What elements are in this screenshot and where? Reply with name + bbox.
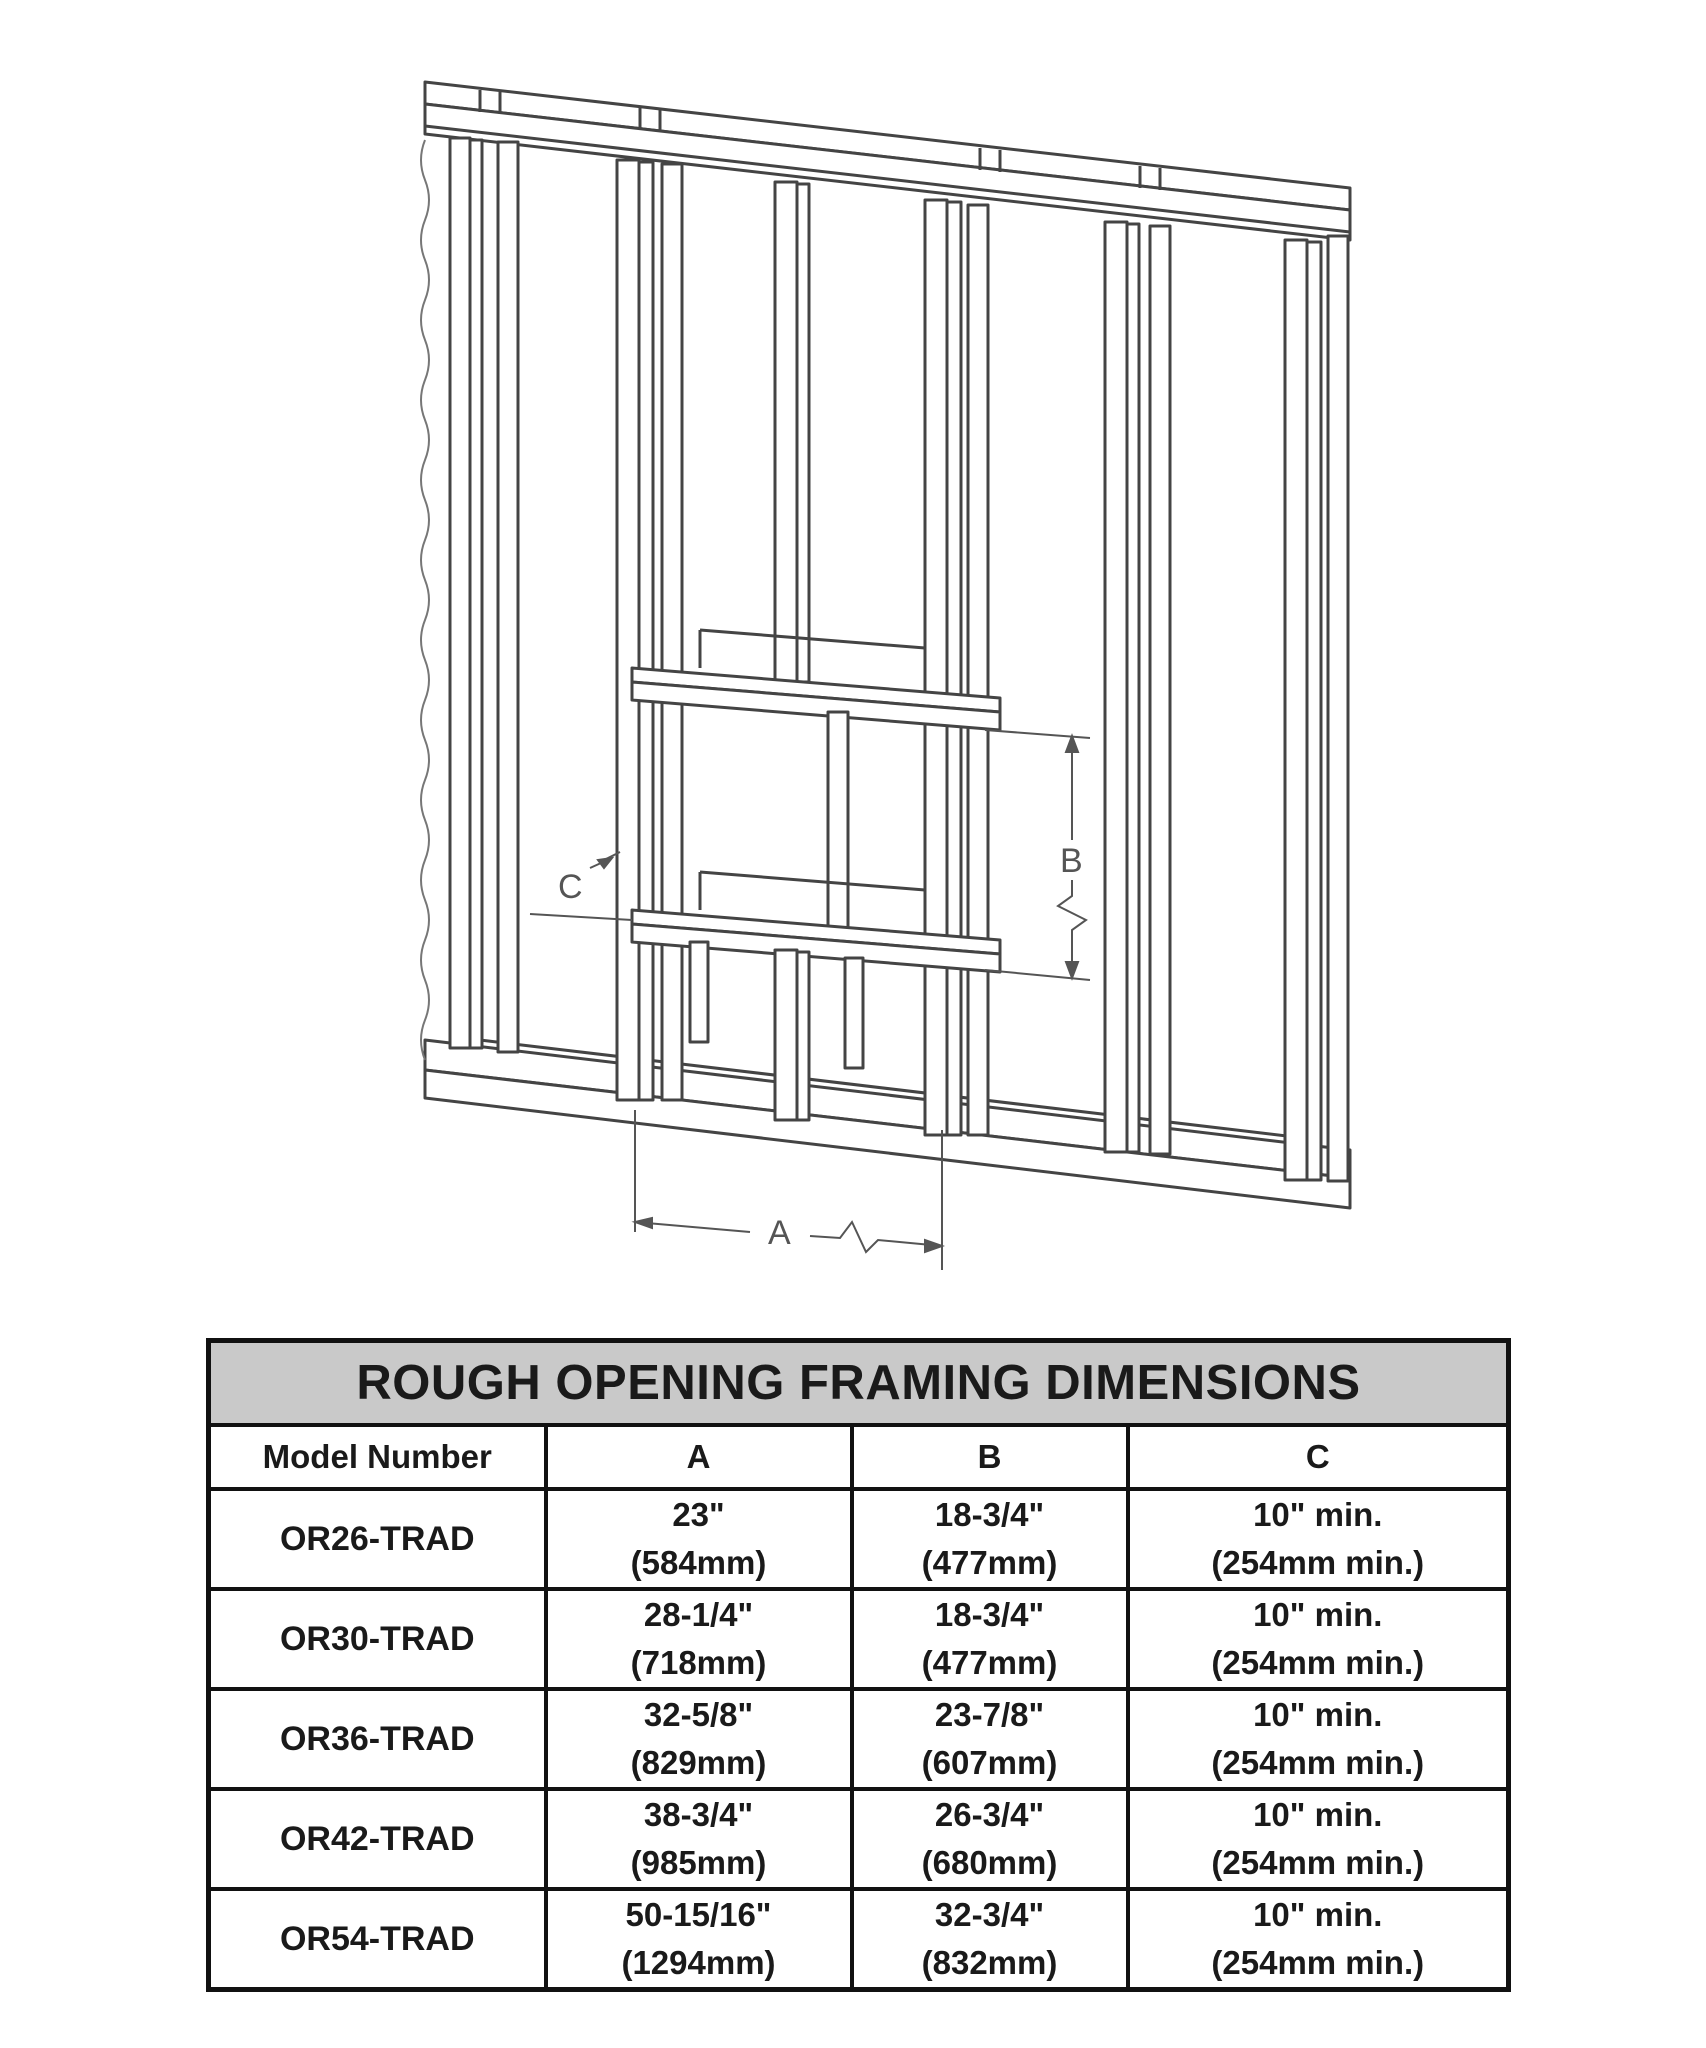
- dimension-c-cell: [1128, 1889, 1509, 1990]
- imperial-value: 38-3/4": [643, 1796, 754, 1833]
- stud-right-end: [1285, 236, 1348, 1181]
- model-number-cell: OR42-TRAD: [209, 1789, 546, 1889]
- dimension-b-cell: [852, 1889, 1128, 1990]
- table-row: [209, 1689, 1509, 1789]
- dimensions-table-container: [206, 1338, 1506, 1992]
- dimension-b-label: B: [1060, 842, 1083, 880]
- table-title-row: [209, 1341, 1509, 1426]
- dimension-b-cell: [852, 1689, 1128, 1789]
- imperial-value: 10" min.: [1253, 1896, 1383, 1933]
- dimension-b-cell: [852, 1489, 1128, 1589]
- imperial-value: 32-5/8": [643, 1696, 754, 1733]
- imperial-value: 23": [672, 1496, 725, 1533]
- metric-value: (985mm): [630, 1844, 767, 1881]
- column-header-a: A: [546, 1425, 852, 1489]
- stud-right-1: [1105, 222, 1170, 1154]
- table-header-row: [209, 1425, 1509, 1489]
- model-number-cell: OR54-TRAD: [209, 1889, 546, 1990]
- table-title: ROUGH OPENING FRAMING DIMENSIONS: [209, 1341, 1509, 1426]
- dimension-a-cell: [546, 1689, 852, 1789]
- metric-value: (680mm): [921, 1844, 1058, 1881]
- table-row: [209, 1589, 1509, 1689]
- dimension-a-label: A: [768, 1214, 791, 1252]
- metric-value: (584mm): [630, 1544, 767, 1581]
- dimension-a-cell: [546, 1489, 852, 1589]
- imperial-value: 50-15/16": [625, 1896, 772, 1933]
- metric-value: (829mm): [630, 1744, 767, 1781]
- metric-value: (477mm): [921, 1644, 1058, 1681]
- metric-value: (607mm): [921, 1744, 1058, 1781]
- metric-value: (1294mm): [621, 1944, 776, 1981]
- stud-left: [450, 138, 518, 1052]
- metric-value: (718mm): [630, 1644, 767, 1681]
- column-header-b: B: [852, 1425, 1128, 1489]
- stud-opening-left: [617, 160, 682, 1100]
- dimension-c-cell: [1128, 1789, 1509, 1889]
- dimension-b-cell: [852, 1789, 1128, 1889]
- dimension-a-cell: [546, 1889, 852, 1990]
- dimension-a-cell: [546, 1789, 852, 1889]
- imperial-value: 28-1/4": [643, 1596, 754, 1633]
- metric-value: (254mm min.): [1211, 1544, 1425, 1581]
- break-line-left: [421, 140, 429, 1060]
- metric-value: (254mm min.): [1211, 1744, 1425, 1781]
- model-number-cell: OR26-TRAD: [209, 1489, 546, 1589]
- metric-value: (477mm): [921, 1544, 1058, 1581]
- cripple-stud-upper: [775, 182, 809, 682]
- rough-opening-dimensions-table: [206, 1338, 1511, 1992]
- table-row: [209, 1789, 1509, 1889]
- imperial-value: 26-3/4": [934, 1796, 1045, 1833]
- stud-opening-right: [925, 200, 988, 1135]
- model-number-cell: OR36-TRAD: [209, 1689, 546, 1789]
- dimension-a-cell: [546, 1589, 852, 1689]
- column-header-c: C: [1128, 1425, 1509, 1489]
- imperial-value: 10" min.: [1253, 1496, 1383, 1533]
- imperial-value: 18-3/4": [934, 1496, 1045, 1533]
- dimension-b-cell: [852, 1589, 1128, 1689]
- imperial-value: 18-3/4": [934, 1596, 1045, 1633]
- imperial-value: 10" min.: [1253, 1596, 1383, 1633]
- dimension-c-cell: [1128, 1489, 1509, 1589]
- imperial-value: 10" min.: [1253, 1696, 1383, 1733]
- metric-value: (832mm): [921, 1944, 1058, 1981]
- top-plate: [425, 82, 1350, 240]
- metric-value: (254mm min.): [1211, 1944, 1425, 1981]
- imperial-value: 32-3/4": [934, 1896, 1045, 1933]
- dimension-c-cell: [1128, 1689, 1509, 1789]
- model-number-cell: OR30-TRAD: [209, 1589, 546, 1689]
- table-row: [209, 1889, 1509, 1990]
- dimension-c-cell: [1128, 1589, 1509, 1689]
- bottom-plate: [425, 1040, 1350, 1208]
- imperial-value: 23-7/8": [934, 1696, 1045, 1733]
- metric-value: (254mm min.): [1211, 1844, 1425, 1881]
- column-header-model-number: Model Number: [209, 1425, 546, 1489]
- dimension-c-label: C: [558, 868, 583, 906]
- imperial-value: 10" min.: [1253, 1796, 1383, 1833]
- table-row: [209, 1489, 1509, 1589]
- metric-value: (254mm min.): [1211, 1644, 1425, 1681]
